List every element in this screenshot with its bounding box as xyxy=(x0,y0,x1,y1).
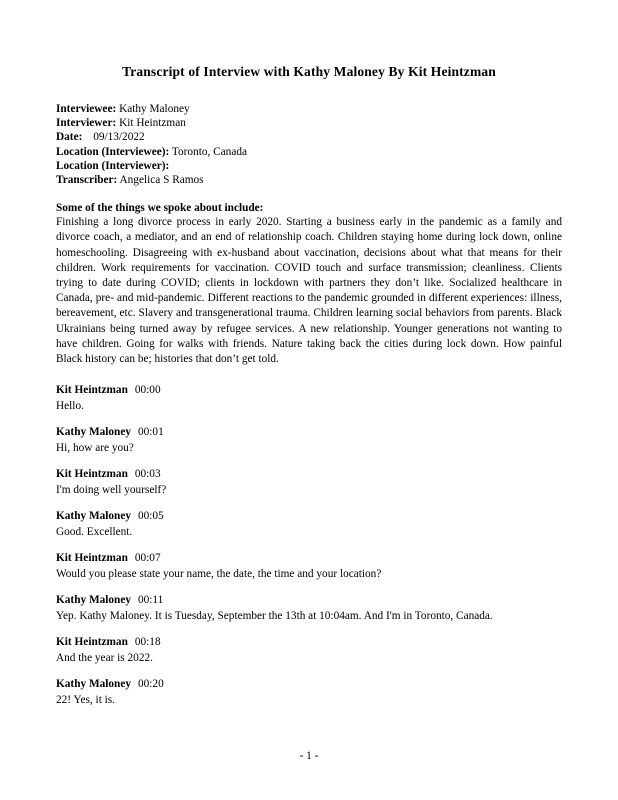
summary-heading: Some of the things we spoke about include: xyxy=(56,202,264,215)
turn-speaker: Kathy Maloney xyxy=(56,678,131,691)
metadata-row xyxy=(56,159,562,173)
turn-header xyxy=(56,509,562,524)
turn-header xyxy=(56,635,562,650)
turn-speaker: Kathy Maloney xyxy=(56,510,131,523)
turn-timestamp: 00:07 xyxy=(134,552,161,565)
transcript-turn xyxy=(56,593,562,624)
metadata-row xyxy=(56,116,562,130)
metadata-row xyxy=(56,130,562,144)
turn-timestamp: 00:01 xyxy=(138,426,164,439)
metadata-row xyxy=(56,102,562,116)
turn-text: Hi, how are you? xyxy=(56,442,134,455)
turn-text: And the year is 2022. xyxy=(56,652,153,665)
turn-speaker: Kit Heintzman xyxy=(56,636,128,649)
transcript-turn xyxy=(56,467,562,498)
metadata-value: Angelica S Ramos xyxy=(119,174,204,187)
summary-paragraph: Finishing a long divorce process in early 2020. Starting a business early in the pandemic as a family and divorce coach, a mediator, and an end of relationship coach. Children staying home during lock down, online homeschooling. Disagreeing with ex-husband about vaccination, decisions about what that means for their children. Work requirements for vaccination. COVID touch and surface transmission; cleanliness. Clients trying to date during COVID; clients in lockdown with partners they don’t like. Socialized healthcare in Canada, pre- and mid-pandemic. Different reactions to the pandemic grounded in different experiences: illness, bereavement, etc. Slavery and transgenerational trauma. Children learning social behaviors from parents. Black Ukrainians being turned away by refugee services. A new relationship. Younger generations not wanting to have children. Going for walks with friends. Nature taking back the cities during lock down. How painful Black history can be; histories that don’t get told. xyxy=(56,216,562,366)
turn-text: 22! Yes, it is. xyxy=(56,694,116,707)
metadata-label: Location (Interviewer): xyxy=(56,159,170,172)
metadata-label: Date: xyxy=(56,131,83,144)
metadata-label: Transcriber: xyxy=(56,174,118,187)
page-number: - 1 - xyxy=(299,750,319,762)
turn-timestamp: 00:20 xyxy=(138,678,164,691)
metadata-block xyxy=(56,102,562,187)
transcript-turn xyxy=(56,635,562,666)
turn-header xyxy=(56,551,562,566)
turn-timestamp: 00:05 xyxy=(138,510,164,523)
transcript-turn xyxy=(56,383,562,414)
metadata-value: Toronto, Canada xyxy=(171,145,248,158)
metadata-row xyxy=(56,173,562,187)
metadata-value: 09/13/2022 xyxy=(93,131,145,144)
turn-header xyxy=(56,383,562,398)
turn-timestamp: 00:11 xyxy=(138,594,164,607)
turn-timestamp: 00:03 xyxy=(134,468,161,481)
transcript-turn xyxy=(56,509,562,540)
turn-text: Yep. Kathy Maloney. It is Tuesday, September the 13th at 10:04am. And I'm in Toronto, Canada. xyxy=(56,610,493,623)
turn-timestamp: 00:18 xyxy=(134,636,161,649)
metadata-value: Kathy Maloney xyxy=(119,103,190,115)
metadata-label: Interviewer: xyxy=(56,117,117,130)
turn-header xyxy=(56,425,562,440)
turn-speaker: Kathy Maloney xyxy=(56,594,131,607)
turn-speaker: Kit Heintzman xyxy=(56,468,128,481)
transcript-turn xyxy=(56,425,562,456)
metadata-label: Interviewee: xyxy=(56,103,117,115)
turn-text: Would you please state your name, the date, the time and your location? xyxy=(56,568,382,581)
turn-timestamp: 00:00 xyxy=(134,384,161,397)
turn-speaker: Kathy Maloney xyxy=(56,426,131,439)
metadata-row xyxy=(56,145,562,159)
turn-speaker: Kit Heintzman xyxy=(56,552,128,565)
transcript-turn xyxy=(56,677,562,708)
turn-header xyxy=(56,593,562,608)
turn-text: Hello. xyxy=(56,400,84,413)
turn-header xyxy=(56,467,562,482)
metadata-label: Location (Interviewee): xyxy=(56,145,170,158)
turn-speaker: Kit Heintzman xyxy=(56,384,128,397)
turn-header xyxy=(56,677,562,692)
turn-text: I'm doing well yourself? xyxy=(56,484,167,497)
transcript-turn xyxy=(56,551,562,582)
metadata-value: Kit Heintzman xyxy=(119,117,186,130)
turn-text: Good. Excellent. xyxy=(56,526,133,539)
page-title: Transcript of Interview with Kathy Maloney By Kit Heintzman xyxy=(122,64,496,79)
